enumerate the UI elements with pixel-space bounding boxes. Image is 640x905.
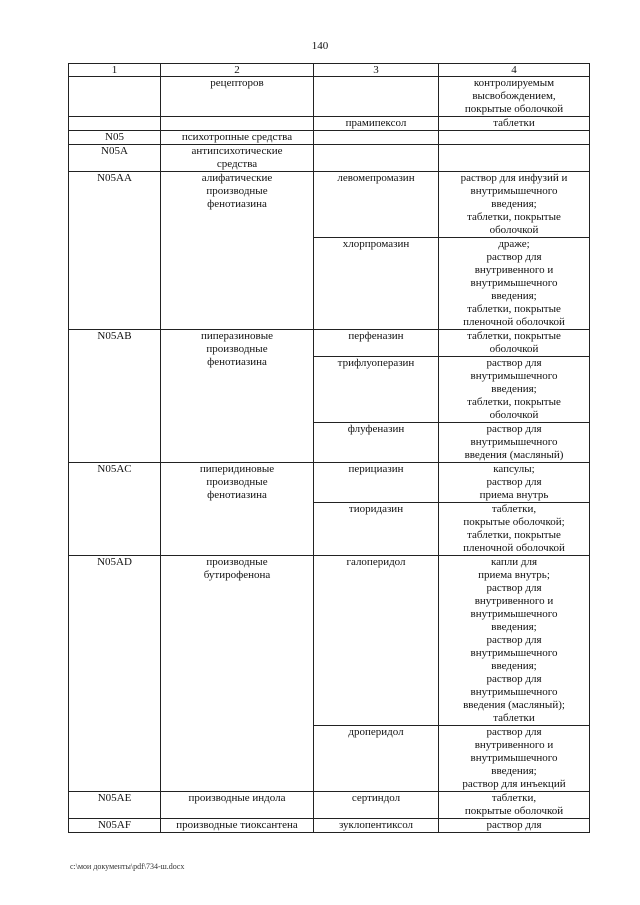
dosage-form-cell	[439, 145, 590, 172]
table-row	[69, 556, 590, 726]
dosage-form-cell: раствор для внутримышечного введения (масляный)	[439, 423, 590, 463]
group-cell: психотропные средства	[161, 131, 314, 145]
medication-table	[68, 63, 590, 833]
group-cell: производные тиоксантена	[161, 819, 314, 833]
atc-code-cell	[69, 77, 161, 117]
drug-cell: левомепромазин	[314, 172, 439, 238]
dosage-form-cell: таблетки, покрытые оболочкой	[439, 792, 590, 819]
atc-code-cell: N05AA	[69, 172, 161, 330]
atc-code-cell: N05A	[69, 145, 161, 172]
group-cell: пиперазиновые производные фенотиазина	[161, 330, 314, 463]
atc-code-cell: N05	[69, 131, 161, 145]
drug-cell: флуфеназин	[314, 423, 439, 463]
drug-cell: зуклопентиксол	[314, 819, 439, 833]
table-row	[69, 77, 590, 117]
dosage-form-cell: капли для приема внутрь; раствор для внутривенного и внутримышечного введения; раствор для внутримышечного введения; раствор для внутримышечного введения (масляный); таблетки	[439, 556, 590, 726]
atc-code-cell	[69, 117, 161, 131]
dosage-form-cell: контролируемым высвобождением, покрытые оболочкой	[439, 77, 590, 117]
group-cell	[161, 117, 314, 131]
column-header-4: 4	[439, 64, 590, 77]
table-row	[69, 131, 590, 145]
table-row	[69, 819, 590, 833]
drug-cell: галоперидол	[314, 556, 439, 726]
atc-code-cell: N05AD	[69, 556, 161, 792]
drug-cell: перфеназин	[314, 330, 439, 357]
atc-code-cell: N05AC	[69, 463, 161, 556]
table-row	[69, 117, 590, 131]
table-row	[69, 330, 590, 357]
table-row	[69, 145, 590, 172]
drug-cell	[314, 77, 439, 117]
atc-code-cell: N05AB	[69, 330, 161, 463]
table-header-row	[69, 64, 590, 77]
drug-cell	[314, 131, 439, 145]
table-row	[69, 792, 590, 819]
dosage-form-cell: раствор для внутривенного и внутримышечного введения; раствор для инъекций	[439, 726, 590, 792]
drug-cell: сертиндол	[314, 792, 439, 819]
dosage-form-cell: раствор для инфузий и внутримышечного введения; таблетки, покрытые оболочкой	[439, 172, 590, 238]
group-cell: алифатические производные фенотиазина	[161, 172, 314, 330]
group-cell: производные индола	[161, 792, 314, 819]
table-row	[69, 463, 590, 503]
drug-cell: перициазин	[314, 463, 439, 503]
drug-cell: тиоридазин	[314, 503, 439, 556]
dosage-form-cell: таблетки, покрытые оболочкой	[439, 330, 590, 357]
table-row	[69, 172, 590, 238]
document-path-footer: c:\мои документы\pdf\734-ш.docx	[70, 862, 185, 871]
group-cell: антипсихотические средства	[161, 145, 314, 172]
dosage-form-cell: драже; раствор для внутривенного и внутримышечного введения; таблетки, покрытые пленочной оболочкой	[439, 238, 590, 330]
drug-cell	[314, 145, 439, 172]
dosage-form-cell: раствор для внутримышечного введения; таблетки, покрытые оболочкой	[439, 357, 590, 423]
drug-cell: дроперидол	[314, 726, 439, 792]
dosage-form-cell: таблетки	[439, 117, 590, 131]
drug-cell: прамипексол	[314, 117, 439, 131]
dosage-form-cell: таблетки, покрытые оболочкой; таблетки, покрытые пленочной оболочкой	[439, 503, 590, 556]
group-cell: рецепторов	[161, 77, 314, 117]
atc-code-cell: N05AE	[69, 792, 161, 819]
column-header-1: 1	[69, 64, 161, 77]
dosage-form-cell	[439, 131, 590, 145]
column-header-2: 2	[161, 64, 314, 77]
group-cell: производные бутирофенона	[161, 556, 314, 792]
drug-cell: трифлуоперазин	[314, 357, 439, 423]
page-number: 140	[311, 40, 329, 52]
drug-cell: хлорпромазин	[314, 238, 439, 330]
group-cell: пиперидиновые производные фенотиазина	[161, 463, 314, 556]
dosage-form-cell: раствор для	[439, 819, 590, 833]
column-header-3: 3	[314, 64, 439, 77]
atc-code-cell: N05AF	[69, 819, 161, 833]
dosage-form-cell: капсулы; раствор для приема внутрь	[439, 463, 590, 503]
